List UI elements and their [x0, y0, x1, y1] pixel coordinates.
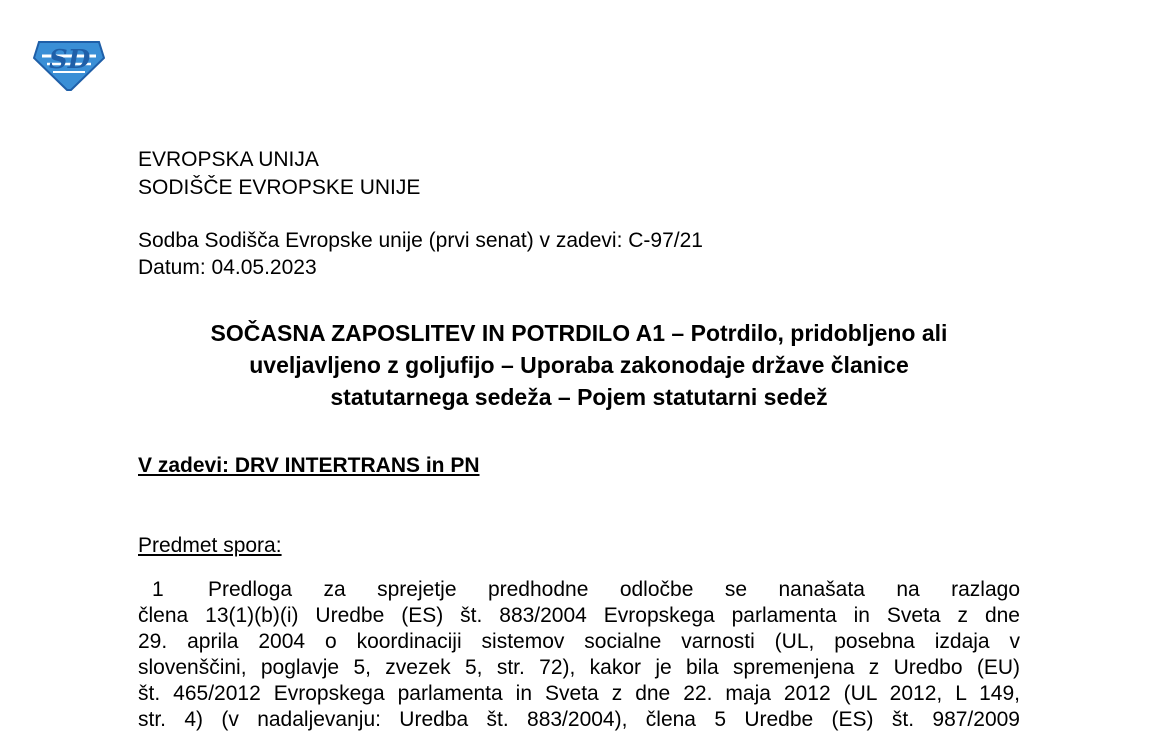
court-header	[138, 146, 420, 202]
court-logo-icon	[33, 38, 105, 92]
title-line-3: statutarnega sedeža – Pojem statutarni sedež	[330, 384, 828, 410]
paragraph-line: str. 4) (v nadaljevanju: Uredba št. 883/2004), člena 5 Uredbe (ES) št. 987/2009	[138, 708, 1020, 731]
paragraph-line	[138, 577, 1020, 603]
case-parties: V zadevi: DRV INTERTRANS in PN	[138, 454, 480, 477]
title-line-2: uveljavljeno z goljufijo – Uporaba zakonodaje države članice	[249, 352, 909, 378]
paragraph-number: 1	[152, 578, 164, 601]
paragraph-line: člena 13(1)(b)(i) Uredbe (ES) št. 883/2004 Evropskega parlamenta in Sveta z dne	[138, 604, 1020, 627]
paragraph-line: 29. aprila 2004 o koordinaciji sistemov socialne varnosti (UL, posebna izdaja v	[138, 630, 1020, 653]
case-date: Datum: 04.05.2023	[138, 256, 317, 279]
paragraph-line: št. 465/2012 Evropskega parlamenta in Sveta z dne 22. maja 2012 (UL 2012, L 149,	[138, 682, 1020, 705]
paragraph-line-text: Predloga za sprejetje predhodne odločbe se nanašata na razlago	[208, 578, 1020, 601]
svg-text:SD: SD	[49, 45, 91, 75]
case-info	[138, 227, 703, 281]
paragraph-line: slovenščini, poglavje 5, zvezek 5, str. 72), kakor je bila spremenjena z Uredbo (EU)	[138, 656, 1020, 679]
case-judgment: Sodba Sodišča Evropske unije (prvi senat) v zadevi: C-97/21	[138, 229, 703, 252]
header-court: SODIŠČE EVROPSKE UNIJE	[138, 176, 421, 199]
title-line-1: SOČASNA ZAPOSLITEV IN POTRDILO A1 – Potrdilo, pridobljeno ali	[210, 320, 948, 346]
subject-heading: Predmet spora:	[138, 534, 282, 557]
document-title	[120, 317, 1038, 413]
paragraph-1	[138, 577, 1020, 733]
header-eu: EVROPSKA UNIJA	[138, 148, 319, 171]
